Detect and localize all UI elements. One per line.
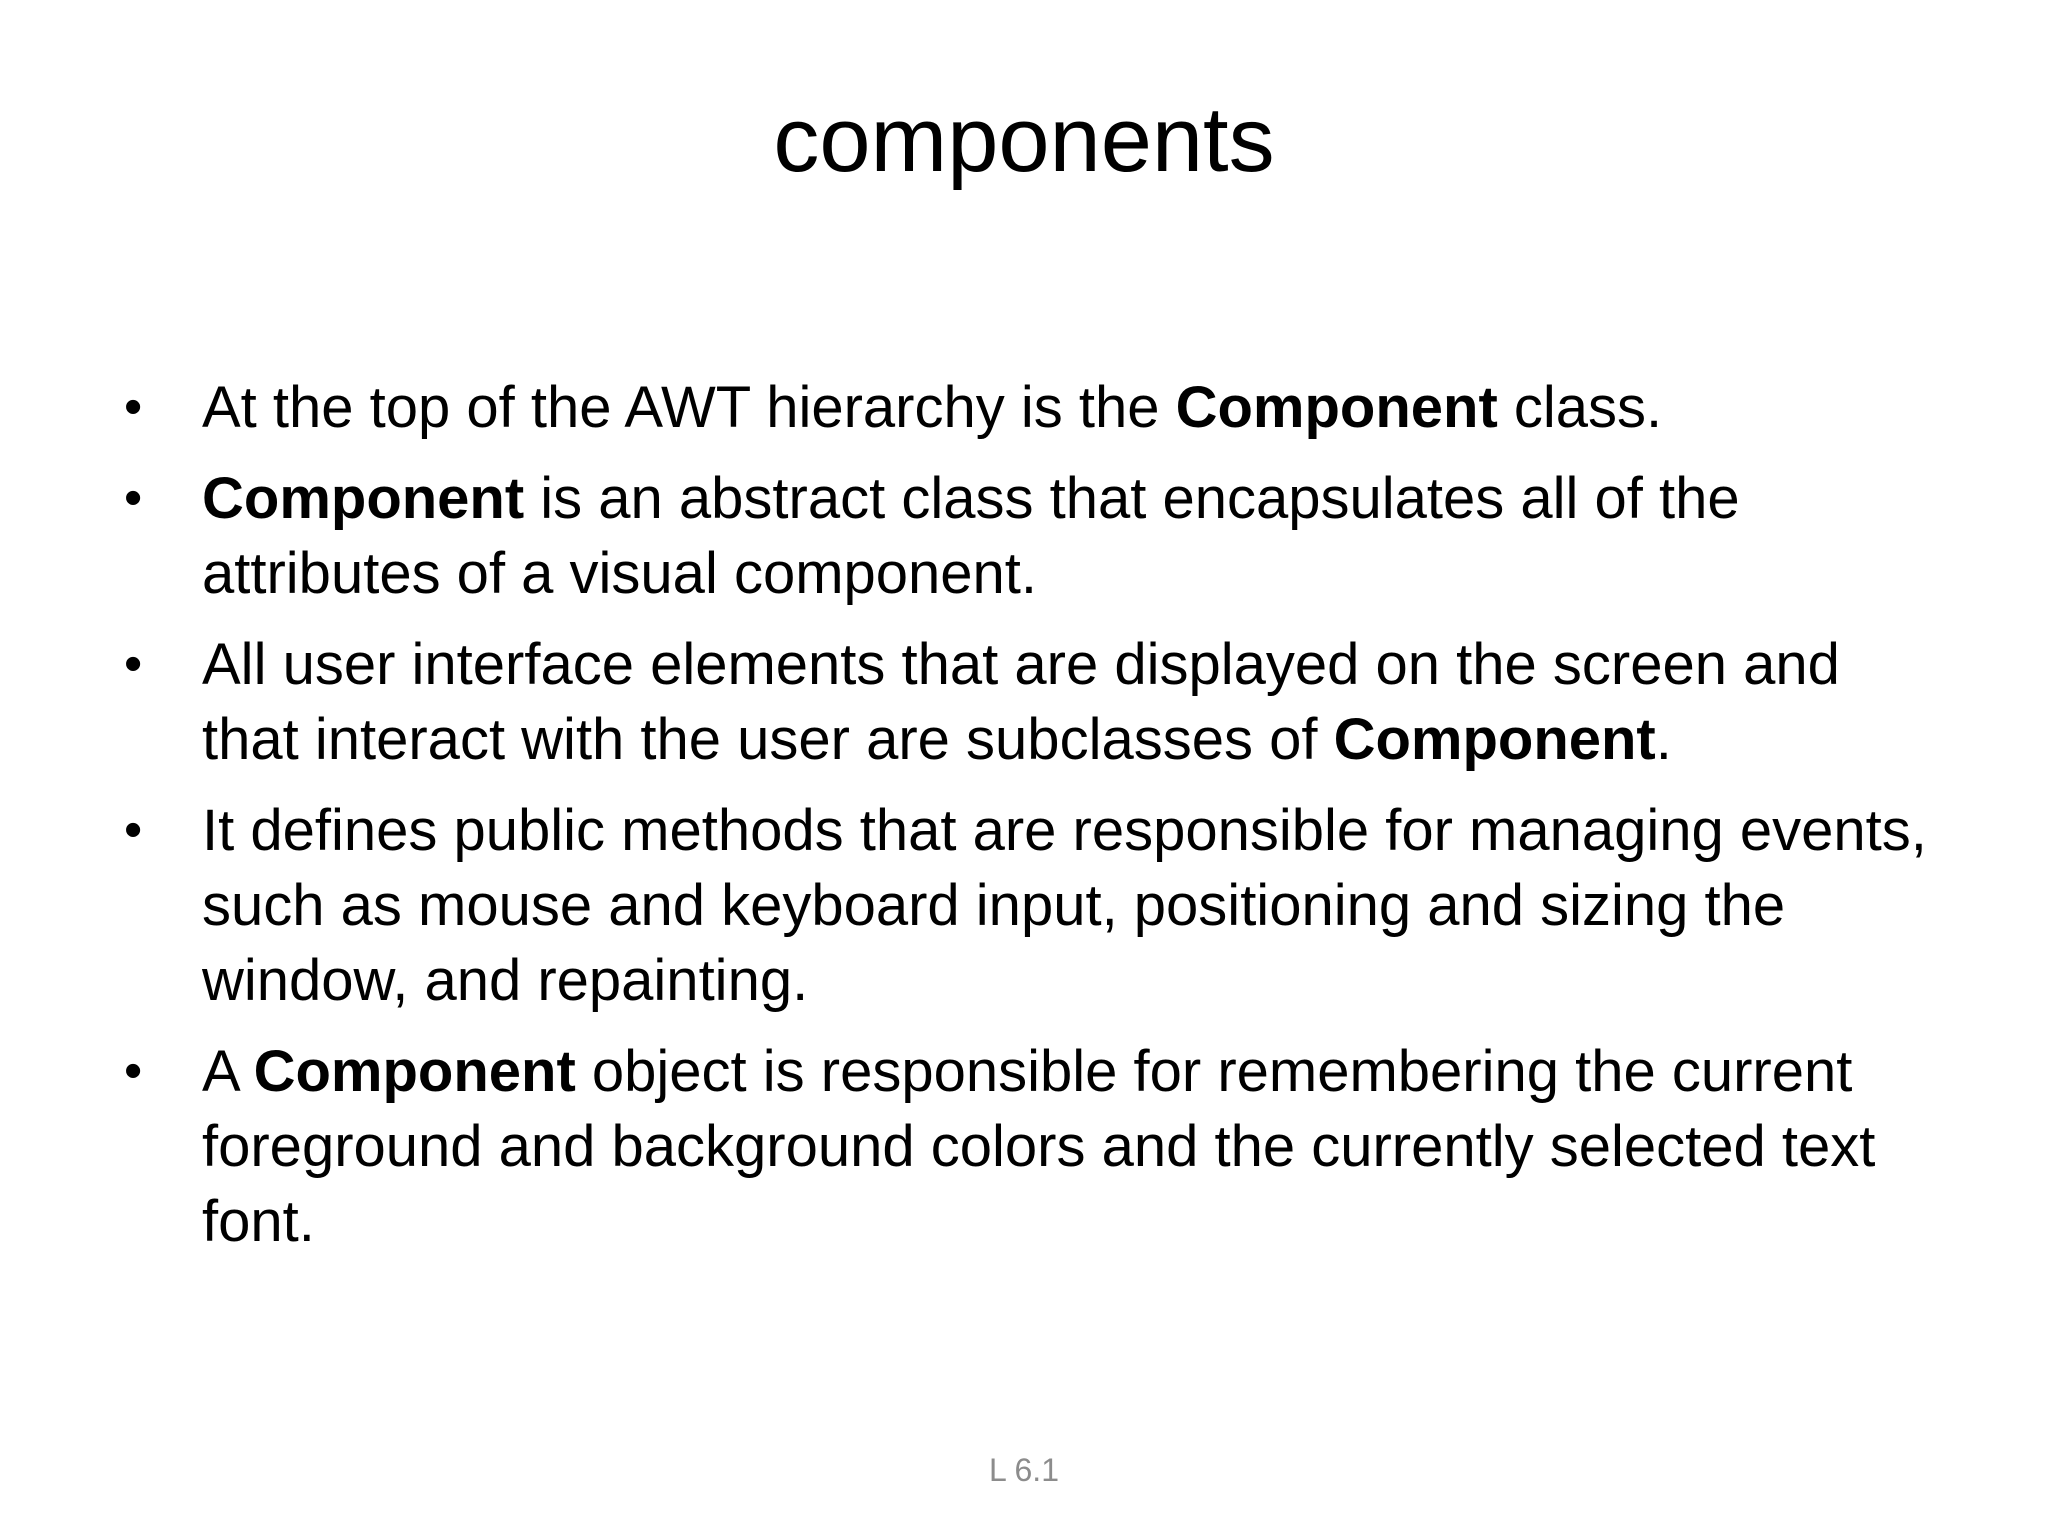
bullet-dot-icon: •	[124, 635, 143, 693]
bullet-text	[202, 632, 1840, 772]
bullet-list	[120, 370, 1950, 1275]
bullet-dot-icon: •	[124, 378, 143, 436]
bullet-item	[120, 793, 1950, 1018]
bullet-item	[120, 627, 1950, 777]
bullet-dot-icon: •	[124, 1042, 143, 1100]
bullet-text	[202, 798, 1927, 1013]
bullet-dot-icon: •	[124, 801, 143, 859]
bullet-text	[202, 466, 1740, 606]
bullet-text-run: At the top of the AWT hierarchy is the	[202, 375, 1176, 440]
bullet-dot-icon: •	[124, 469, 143, 527]
bullet-text-run: object is responsible for remembering the current foreground and background colors and the currently selected text font.	[202, 1039, 1876, 1254]
bullet-text-run: All user interface elements that are displayed on the screen and that interact with the user are subclasses of	[202, 632, 1840, 772]
bullet-text-bold-run: Component	[253, 1039, 576, 1104]
slide-number-footer: L 6.1	[989, 1452, 1059, 1488]
bullet-text-bold-run: Component	[202, 466, 525, 531]
bullet-text-run: It defines public methods that are responsible for managing events, such as mouse and keyboard input, positioning and sizing the window, and repainting.	[202, 798, 1927, 1013]
bullet-text-run: A	[202, 1039, 254, 1104]
bullet-text-run: class.	[1497, 375, 1663, 440]
bullet-item	[120, 1034, 1950, 1259]
bullet-text-bold-run: Component	[1175, 375, 1498, 440]
bullet-item	[120, 370, 1950, 445]
bullet-text	[202, 375, 1662, 440]
bullet-text	[202, 1039, 1875, 1254]
slide-title: components	[773, 89, 1275, 191]
bullet-text-run: .	[1655, 707, 1672, 772]
bullet-text-bold-run: Component	[1333, 707, 1656, 772]
bullet-item	[120, 461, 1950, 611]
bullet-text-run: is an abstract class that encapsulates all of the attributes of a visual component.	[202, 466, 1740, 606]
